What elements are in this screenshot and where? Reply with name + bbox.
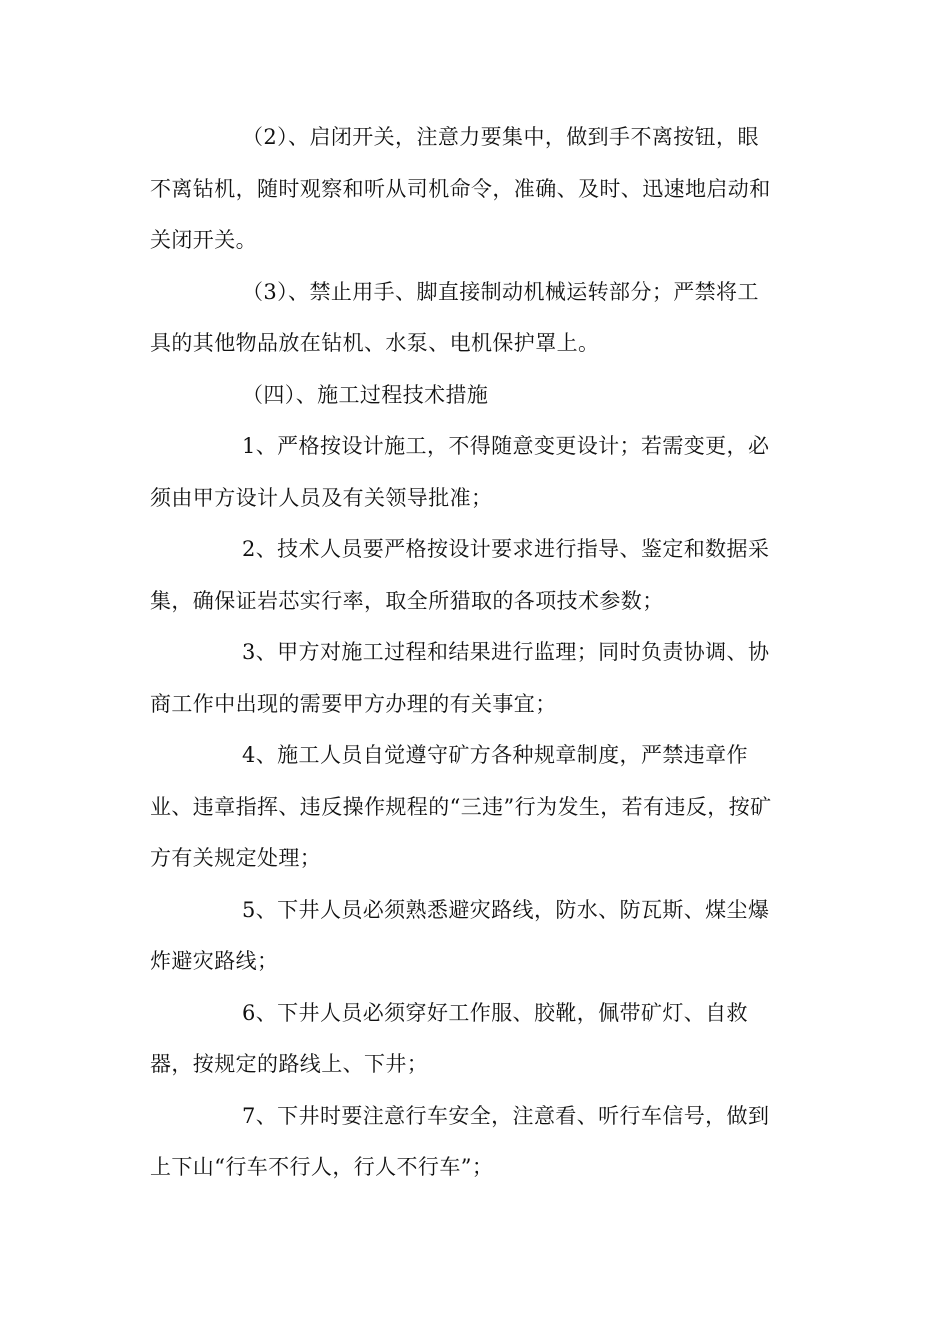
text-line: 集，确保证岩芯实行率，取全所猎取的各项技术参数； [150,588,664,613]
paragraph-item-4 [150,730,802,885]
text-line: 具的其他物品放在钻机、水泵、电机保护罩上。 [150,331,600,355]
text-line: 7、下井时要注意行车安全，注意看、听行车信号，做到 [242,1103,770,1128]
text-line: 商工作中出现的需要甲方办理的有关事宜； [150,691,557,716]
text-line: 业、违章指挥、违反操作规程的“三违”行为发生，若有违反，按矿 [150,794,772,819]
paragraph-machine-safety [150,267,802,370]
document-body [150,112,802,1194]
text-line: 4、施工人员自觉遵守矿方各种规章制度，严禁违章作 [242,743,748,767]
text-line: 须由甲方设计人员及有关领导批准； [150,485,493,510]
text-line: （3）、禁止用手、脚直接制动机械运转部分；严禁将工 [242,279,759,304]
text-line: （2）、启闭开关，注意力要集中，做到手不离按钮，眼 [242,125,759,149]
paragraph-item-5 [150,885,802,988]
text-line: （四）、施工过程技术措施 [242,382,489,407]
paragraph-switch-operation [150,112,802,267]
text-line: 1、严格按设计施工，不得随意变更设计；若需变更，必 [242,434,770,458]
text-line: 5、下井人员必须熟悉避灾路线，防水、防瓦斯、煤尘爆 [242,897,770,922]
paragraph-item-1 [150,421,802,524]
text-line: 炸避灾路线； [150,949,279,973]
text-line: 上下山“行车不行人，行人不行车”； [150,1155,494,1179]
paragraph-item-2 [150,524,802,627]
text-line: 方有关规定处理； [150,846,322,870]
text-line: 2、技术人员要严格按设计要求进行指导、鉴定和数据采 [242,537,770,561]
text-line: 不离钻机，随时观察和听从司机命令，准确、及时、迅速地启动和 [150,176,771,201]
paragraph-item-3 [150,627,802,730]
text-line: 3、甲方对施工过程和结果进行监理；同时负责协调、协 [242,640,770,664]
text-line: 6、下井人员必须穿好工作服、胶靴，佩带矿灯、自救 [242,1000,748,1025]
text-line: 器，按规定的路线上、下井； [150,1052,429,1076]
paragraph-item-6 [150,988,802,1091]
text-line: 关闭开关。 [150,228,257,252]
section-heading-technical-measures [150,370,802,422]
paragraph-item-7 [150,1091,802,1194]
